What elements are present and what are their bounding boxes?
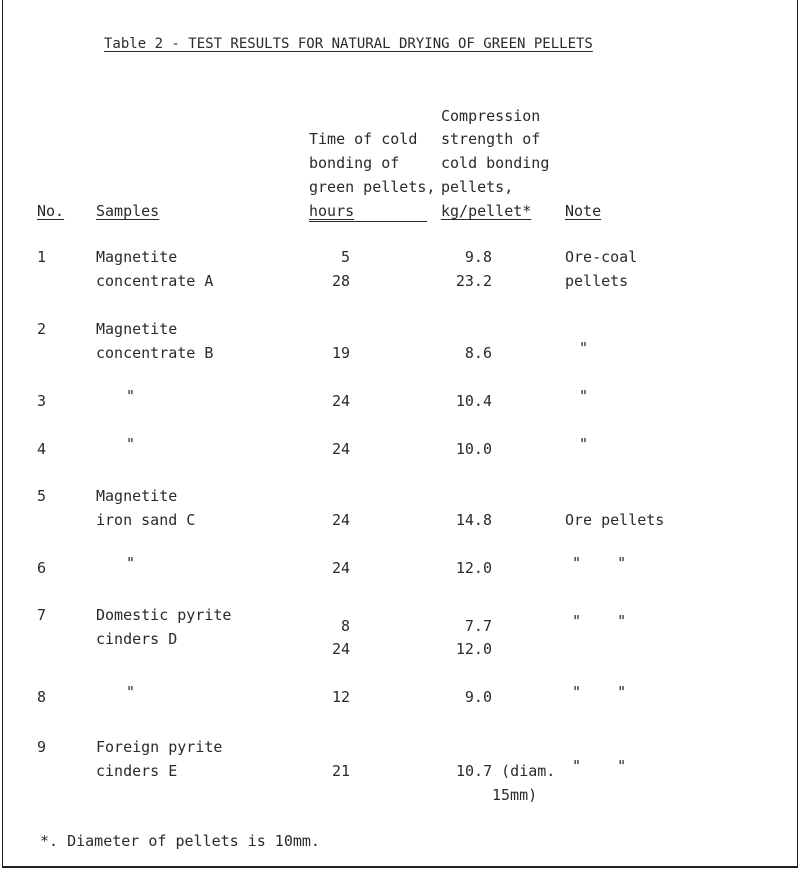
header-compression-line-2: strength of [441,130,541,148]
row-5-no: 5 [37,487,47,505]
row-6-no: 6 [37,559,47,577]
header-no: No. [37,202,65,220]
row-3-time: 24 [331,392,350,410]
row-7-sample-line-2: cinders D [96,630,178,648]
row-9-sample-line-1: Foreign pyrite [96,738,223,756]
row-5-note: Ore pellets [565,511,665,529]
row-1-strength-1: 9.8 [464,248,492,266]
row-5-time: 24 [331,511,350,529]
row-9-sample-line-2: cinders E [96,762,178,780]
row-2-no: 2 [37,320,47,338]
row-1-sample-line-1: Magnetite [96,248,178,266]
row-1-time-2: 28 [331,272,350,290]
row-7-no: 7 [37,606,47,624]
row-6-sample: " [126,554,136,572]
row-1-note-line-1: Ore-coal [565,248,638,266]
row-3-strength: 10.4 [455,392,492,410]
row-7-time-1: 8 [340,617,350,635]
row-2-time: 19 [331,344,350,362]
row-5-sample-line-2: iron sand C [96,511,196,529]
row-1-no: 1 [37,248,47,266]
row-8-no: 8 [37,688,47,706]
header-compression-line-5: kg/pellet* [441,202,532,220]
header-compression-line-1: Compression [441,107,541,125]
row-7-sample-line-1: Domestic pyrite [96,606,232,624]
row-3-note: " [579,387,589,405]
row-8-time: 12 [331,688,350,706]
header-time-underline [309,221,427,222]
row-4-time: 24 [331,440,350,458]
row-8-sample: " [126,683,136,701]
row-9-note: " " [572,757,627,775]
row-4-note: " [579,435,589,453]
row-9-strength-line-2: 15mm) [492,786,538,804]
row-9-no: 9 [37,738,47,756]
footnote: *. Diameter of pellets is 10mm. [40,832,320,850]
row-6-strength: 12.0 [455,559,492,577]
row-4-no: 4 [37,440,47,458]
row-9-strength-line-1: 10.7 (diam. [456,762,556,780]
row-8-strength: 9.0 [464,688,492,706]
row-1-note-line-2: pellets [565,272,629,290]
row-2-strength: 8.6 [464,344,492,362]
row-3-sample: " [126,387,136,405]
row-4-strength: 10.0 [455,440,492,458]
row-5-strength: 14.8 [455,511,492,529]
table-title: Table 2 - TEST RESULTS FOR NATURAL DRYING OF GREEN PELLETS [104,36,593,52]
row-7-time-2: 24 [331,640,350,658]
row-4-sample: " [126,435,136,453]
row-2-sample-line-1: Magnetite [96,320,178,338]
header-time-line-2: bonding of [309,154,400,172]
row-2-note: " [579,339,589,357]
header-time-line-4: hours [309,202,355,220]
header-samples: Samples [96,202,160,220]
header-compression-line-3: cold bonding [441,154,550,172]
header-time-line-1: Time of cold [309,130,418,148]
row-1-time-1: 5 [340,248,350,266]
header-note: Note [565,202,602,220]
row-6-time: 24 [331,559,350,577]
row-7-strength-2: 12.0 [455,640,492,658]
row-7-strength-1: 7.7 [464,617,492,635]
row-2-sample-line-2: concentrate B [96,344,214,362]
header-time-line-3: green pellets, [309,178,436,196]
row-6-note: " " [572,554,627,572]
row-7-note: " " [572,612,627,630]
row-1-strength-2: 23.2 [455,272,492,290]
row-5-sample-line-1: Magnetite [96,487,178,505]
row-9-time: 21 [331,762,350,780]
row-8-note: " " [572,683,627,701]
header-compression-line-4: pellets, [441,178,514,196]
row-3-no: 3 [37,392,47,410]
row-1-sample-line-2: concentrate A [96,272,214,290]
